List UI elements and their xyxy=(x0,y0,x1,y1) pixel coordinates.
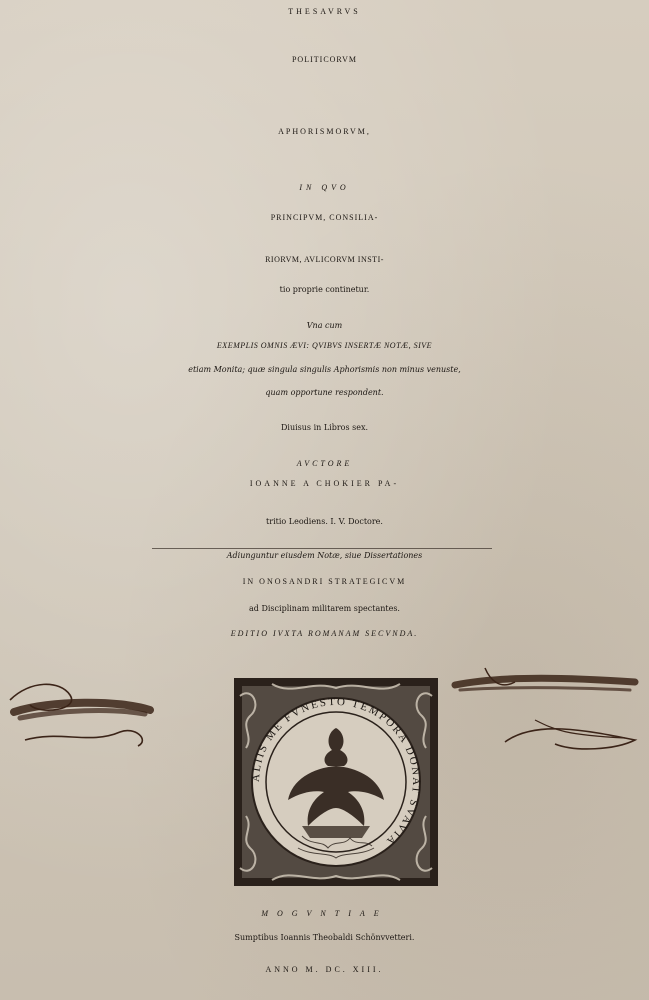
title-line-2: POLITICORVM xyxy=(291,55,358,64)
divider-rule xyxy=(152,548,492,549)
monita-line: etiam Monita; quæ singula singulis Aphorismis non minus venuste, xyxy=(188,365,461,374)
title-line-1: THESAVRVS xyxy=(288,7,361,16)
printer-motto: ALIIS ME FVNESTO TEMPORA DONAT SVAVIA xyxy=(249,695,423,849)
manuscript-flourish-right-icon xyxy=(445,660,649,760)
imprint-place: MOGVNTIAE xyxy=(261,909,388,918)
title-line-3: APHORISMORVM, xyxy=(278,127,371,136)
subtitle-line-2: RIORVM, AVLICORVM INSTI- xyxy=(265,255,384,264)
edition-line: EDITIO IVXTA ROMANAM SECVNDA. xyxy=(230,629,419,638)
una-cum-line: Vna cum xyxy=(306,321,343,330)
subtitle-line-3: tio proprie continetur. xyxy=(279,285,370,294)
author-name-line: IOANNE A CHOKIER PA- xyxy=(249,479,400,488)
adiunguntur-line: Adiunguntur eiusdem Notæ, siue Dissertationes xyxy=(226,551,423,560)
imprint-publisher: Sumptibus Ioannis Theobaldi Schönvvetteri. xyxy=(234,933,415,942)
subtitle-in-quo: IN QVO xyxy=(299,183,350,192)
author-title-line: tritio Leodiens. I. V. Doctore. xyxy=(266,517,383,526)
disciplinam-line: ad Disciplinam militarem spectantes. xyxy=(249,604,400,613)
auctore-line: AVCTORE xyxy=(296,459,353,468)
onosandri-line: IN ONOSANDRI STRATEGICVM xyxy=(242,577,407,586)
printer-device-emblem xyxy=(232,676,440,888)
manuscript-flourish-left-icon xyxy=(0,670,200,760)
exemplis-line: EXEMPLIS OMNIS ÆVI: QVIBVS INSERTÆ NOTÆ, SIVE xyxy=(216,341,433,350)
imprint-year: ANNO M. DC. XIII. xyxy=(265,965,384,974)
books-line: Diuisus in Libros sex. xyxy=(280,423,369,432)
respondent-line: quam opportune respondent. xyxy=(265,388,384,397)
subtitle-line-1: PRINCIPVM, CONSILIA- xyxy=(270,213,379,222)
